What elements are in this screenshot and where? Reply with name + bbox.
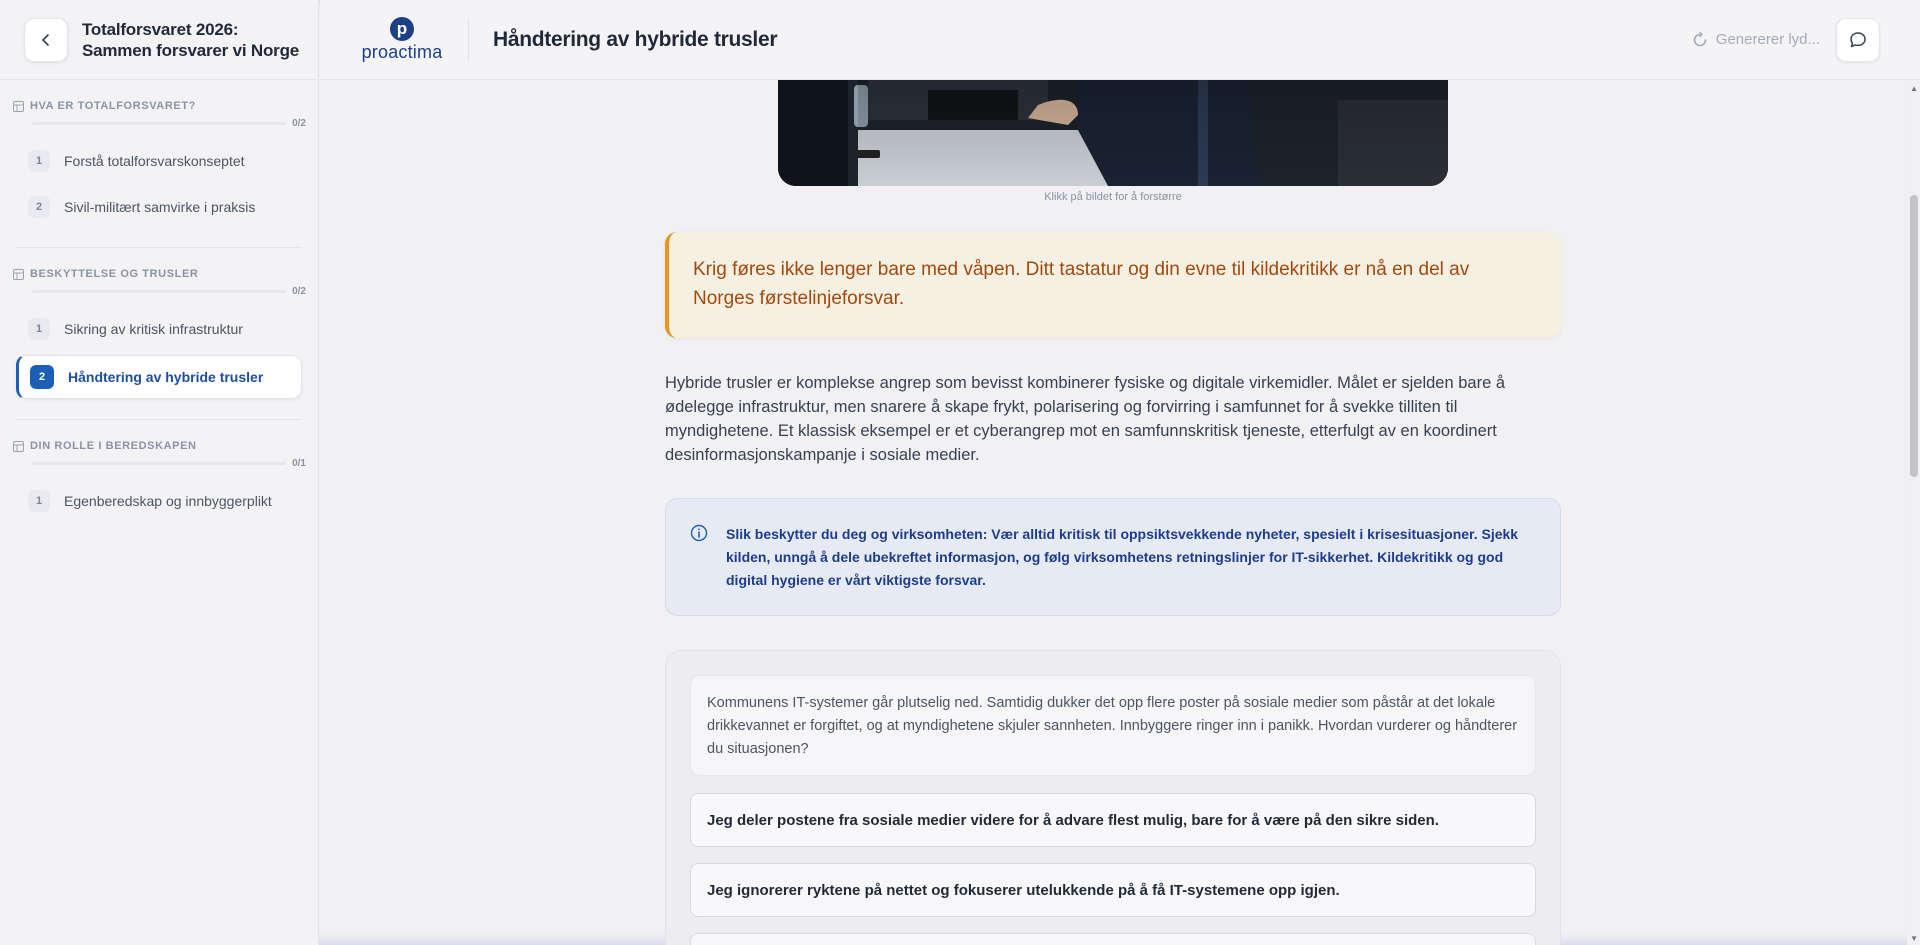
lesson-label: Egenberedskap og innbyggerplikt bbox=[64, 493, 272, 509]
quiz-option[interactable] bbox=[690, 933, 1536, 945]
audio-status bbox=[1692, 31, 1820, 48]
progress-count: 0/1 bbox=[292, 458, 306, 469]
proactima-logo[interactable] bbox=[360, 17, 444, 63]
lesson-number: 2 bbox=[28, 196, 50, 218]
progress-track bbox=[32, 462, 286, 465]
chevron-left-icon bbox=[39, 33, 53, 47]
logo-wordmark: proactima bbox=[361, 41, 443, 62]
lesson-number: 2 bbox=[30, 365, 54, 389]
page-title: Håndtering av hybride trusler bbox=[493, 27, 778, 51]
lesson-label: Sikring av kritisk infrastruktur bbox=[64, 321, 243, 337]
quiz-card bbox=[665, 650, 1561, 945]
info-icon bbox=[690, 524, 708, 542]
info-callout bbox=[665, 498, 1561, 616]
lesson-number: 1 bbox=[28, 318, 50, 340]
sidebar-section-2 bbox=[0, 268, 318, 399]
layout-icon bbox=[13, 441, 24, 452]
header-divider bbox=[468, 18, 469, 62]
loading-spinner-icon bbox=[1692, 32, 1708, 48]
scroll-up-arrow-icon[interactable]: ▲ bbox=[1910, 84, 1918, 93]
section-title: BESKYTTELSE OG TRUSLER bbox=[30, 268, 199, 280]
sidebar-header bbox=[0, 0, 318, 80]
chat-bubble-icon bbox=[1849, 31, 1867, 49]
sidebar-divider bbox=[16, 419, 302, 420]
office-photo bbox=[778, 80, 1448, 186]
layout-icon bbox=[13, 269, 24, 280]
lesson-image[interactable] bbox=[778, 80, 1448, 186]
lesson-number: 1 bbox=[28, 150, 50, 172]
progress-count: 0/2 bbox=[292, 118, 306, 129]
progress-track bbox=[32, 122, 286, 125]
lesson-label: Håndtering av hybride trusler bbox=[68, 369, 264, 385]
back-button[interactable] bbox=[24, 18, 68, 62]
sidebar-section-1 bbox=[0, 100, 318, 227]
top-bar bbox=[320, 0, 1920, 80]
sidebar-section-3 bbox=[0, 440, 318, 521]
progress-count: 0/2 bbox=[292, 286, 306, 297]
sidebar-divider bbox=[16, 247, 302, 248]
body-paragraph: Hybride trusler er komplekse angrep som bevisst kombinerer fysiske og digitale virkemidler. Målet er sjelden bare å ødelegge infrastruktur, men snarere å skape frykt, polarisering og forvirring i samfunnet for å svekke tilliten til myndighetene. Et klassisk eksempel er et cyberangrep mot en samfunnskritisk tjeneste, etterfulgt av en koordinert desinformasjonskampanje i sosiale medier. bbox=[665, 374, 1506, 464]
sidebar-lesson[interactable] bbox=[16, 141, 302, 181]
lesson-label: Sivil-militært samvirke i praksis bbox=[64, 199, 256, 215]
section-progress bbox=[0, 458, 318, 469]
section-header bbox=[0, 268, 318, 280]
section-header bbox=[0, 440, 318, 452]
course-title: Totalforsvaret 2026: Sammen forsvarer vi Norge bbox=[82, 19, 300, 60]
lesson-label: Forstå totalforsvarskonseptet bbox=[64, 153, 245, 169]
quiz-scenario: Kommunens IT-systemer går plutselig ned. Samtidig dukker det opp flere poster på sosiale medier som påstår at det lokale drikkevannet er forgiftet, og at myndighetene skjuler sannheten. Innbyggere ringer inn i panikk. Hvordan vurderer og håndterer du situasjonen? bbox=[690, 675, 1536, 776]
sidebar-lesson[interactable] bbox=[16, 187, 302, 227]
section-header bbox=[0, 100, 318, 112]
lesson-number: 1 bbox=[28, 490, 50, 512]
scroll-thumb[interactable] bbox=[1910, 195, 1918, 477]
logo-mark: p bbox=[390, 17, 414, 41]
page-scrollbar[interactable] bbox=[1907, 80, 1920, 945]
chat-button[interactable] bbox=[1836, 18, 1880, 62]
info-text: Slik beskytter du deg og virksomheten: Vær alltid kritisk til oppsiktsvekkende nyheter, spesielt i krisesituasjoner. Sjekk kilden, unngå å dele ubekreftet informasjon, og følg virksomhetens retningslinjer for IT-sikkerhet. Kildekritikk og god digital hygiene er vårt viktigste forsvar. bbox=[726, 526, 1519, 588]
sidebar-lesson-active[interactable] bbox=[16, 355, 302, 399]
image-caption: Klikk på bildet for å forstørre bbox=[1044, 191, 1182, 203]
sidebar-lesson[interactable] bbox=[16, 309, 302, 349]
section-progress bbox=[0, 286, 318, 297]
section-progress bbox=[0, 118, 318, 129]
sidebar bbox=[0, 0, 319, 945]
scroll-down-arrow-icon[interactable]: ▼ bbox=[1910, 934, 1918, 943]
layout-icon bbox=[13, 101, 24, 112]
lesson-content bbox=[320, 80, 1907, 945]
highlight-quote: Krig føres ikke lenger bare med våpen. Ditt tastatur og din evne til kildekritikk er nå en del av Norges førstelinjeforsvar. bbox=[665, 232, 1561, 338]
quiz-option[interactable]: Jeg ignorerer ryktene på nettet og fokuserer utelukkende på å få IT-systemene opp igjen. bbox=[690, 863, 1536, 917]
sidebar-lesson[interactable] bbox=[16, 481, 302, 521]
section-title: HVA ER TOTALFORSVARET? bbox=[30, 100, 196, 112]
progress-track bbox=[32, 290, 286, 293]
quiz-option[interactable]: Jeg deler postene fra sosiale medier videre for å advare flest mulig, bare for å være på den sikre siden. bbox=[690, 793, 1536, 847]
section-title: DIN ROLLE I BEREDSKAPEN bbox=[30, 440, 197, 452]
audio-status-text: Genererer lyd... bbox=[1715, 31, 1820, 48]
